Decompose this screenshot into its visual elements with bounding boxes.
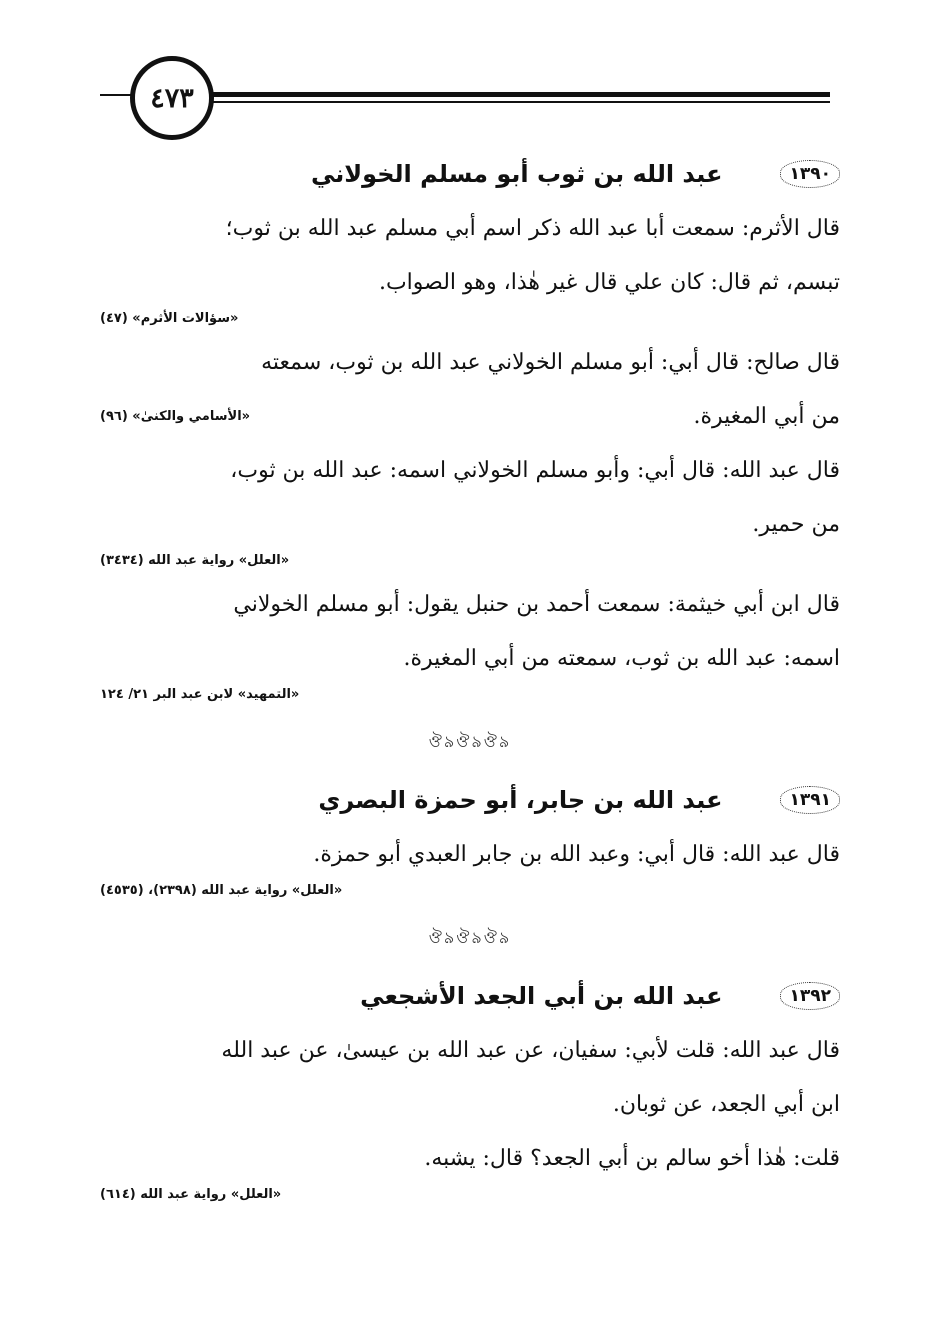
text-line: تبسم، ثم قال: كان علي قال غير هٰذا، وهو الصواب.	[378, 270, 840, 295]
text-line: قال ابن أبي خيثمة: سمعت أحمد بن حنبل يقول: أبو مسلم الخولاني	[233, 592, 840, 617]
source-citation: «سؤالات الأثرم» (٤٧)	[100, 311, 239, 326]
page-content	[100, 150, 840, 1212]
source-citation: «العلل» رواية عبد الله (٣٤٣٤)	[100, 553, 290, 568]
entry-number: ١٣٩٢	[780, 982, 840, 1010]
text-line: ابن أبي الجعد، عن ثوبان.	[612, 1092, 840, 1117]
ornament-separator: ঔ৯ঔ৯ঔ৯	[428, 732, 512, 751]
entry-title: عبد الله بن ثوب أبو مسلم الخولاني	[310, 160, 723, 188]
text-line: من حمير.	[752, 512, 840, 537]
entry-1390	[100, 154, 840, 708]
entry-title: عبد الله بن أبي الجعد الأشجعي	[360, 982, 723, 1010]
source-citation: «التمهيد» لابن عبد البر ٢١/ ١٢٤	[100, 687, 300, 702]
source-citation: «الأسامي والكنىٰ» (٩٦)	[100, 409, 251, 424]
entry-1391	[100, 780, 840, 904]
entry-heading	[100, 976, 840, 1016]
page-number: ٤٧٣	[150, 82, 194, 114]
page-header	[100, 54, 830, 144]
text-line: قال عبد الله: قلت لأبي: سفيان، عن عبد الله بن عيسىٰ، عن عبد الله	[221, 1038, 840, 1063]
entry-number: ١٣٩١	[780, 786, 840, 814]
header-rule-thick	[210, 92, 830, 97]
entry-title: عبد الله بن جابر، أبو حمزة البصري	[318, 786, 723, 814]
entry-heading	[100, 154, 840, 194]
text-line: قال صالح: قال أبي: أبو مسلم الخولاني عبد الله بن ثوب، سمعته	[261, 350, 840, 375]
text-line: قلت: هٰذا أخو سالم بن أبي الجعد؟ قال: يشبه.	[424, 1146, 840, 1171]
text-line: قال عبد الله: قال أبي: وأبو مسلم الخولاني اسمه: عبد الله بن ثوب،	[230, 458, 840, 483]
source-citation: «العلل» رواية عبد الله (٢٣٩٨)، (٤٥٣٥)	[100, 883, 343, 898]
header-rule-thin	[210, 101, 830, 103]
source-citation: «العلل» رواية عبد الله (٦١٤)	[100, 1187, 282, 1202]
ornament-separator: ঔ৯ঔ৯ঔ৯	[428, 928, 512, 947]
entry-number: ١٣٩٠	[780, 160, 840, 188]
entry-1392	[100, 976, 840, 1208]
page-number-badge	[130, 56, 214, 140]
text-line: من أبي المغيرة.	[693, 404, 840, 429]
entry-heading	[100, 780, 840, 820]
text-line: اسمه: عبد الله بن ثوب، سمعته من أبي المغيرة.	[403, 646, 840, 671]
text-line: قال عبد الله: قال أبي: وعبد الله بن جابر العبدي أبو حمزة.	[313, 842, 840, 867]
line-with-citation	[100, 390, 840, 444]
text-line: قال الأثرم: سمعت أبا عبد الله ذكر اسم أبي مسلم عبد الله بن ثوب؛	[225, 216, 840, 241]
